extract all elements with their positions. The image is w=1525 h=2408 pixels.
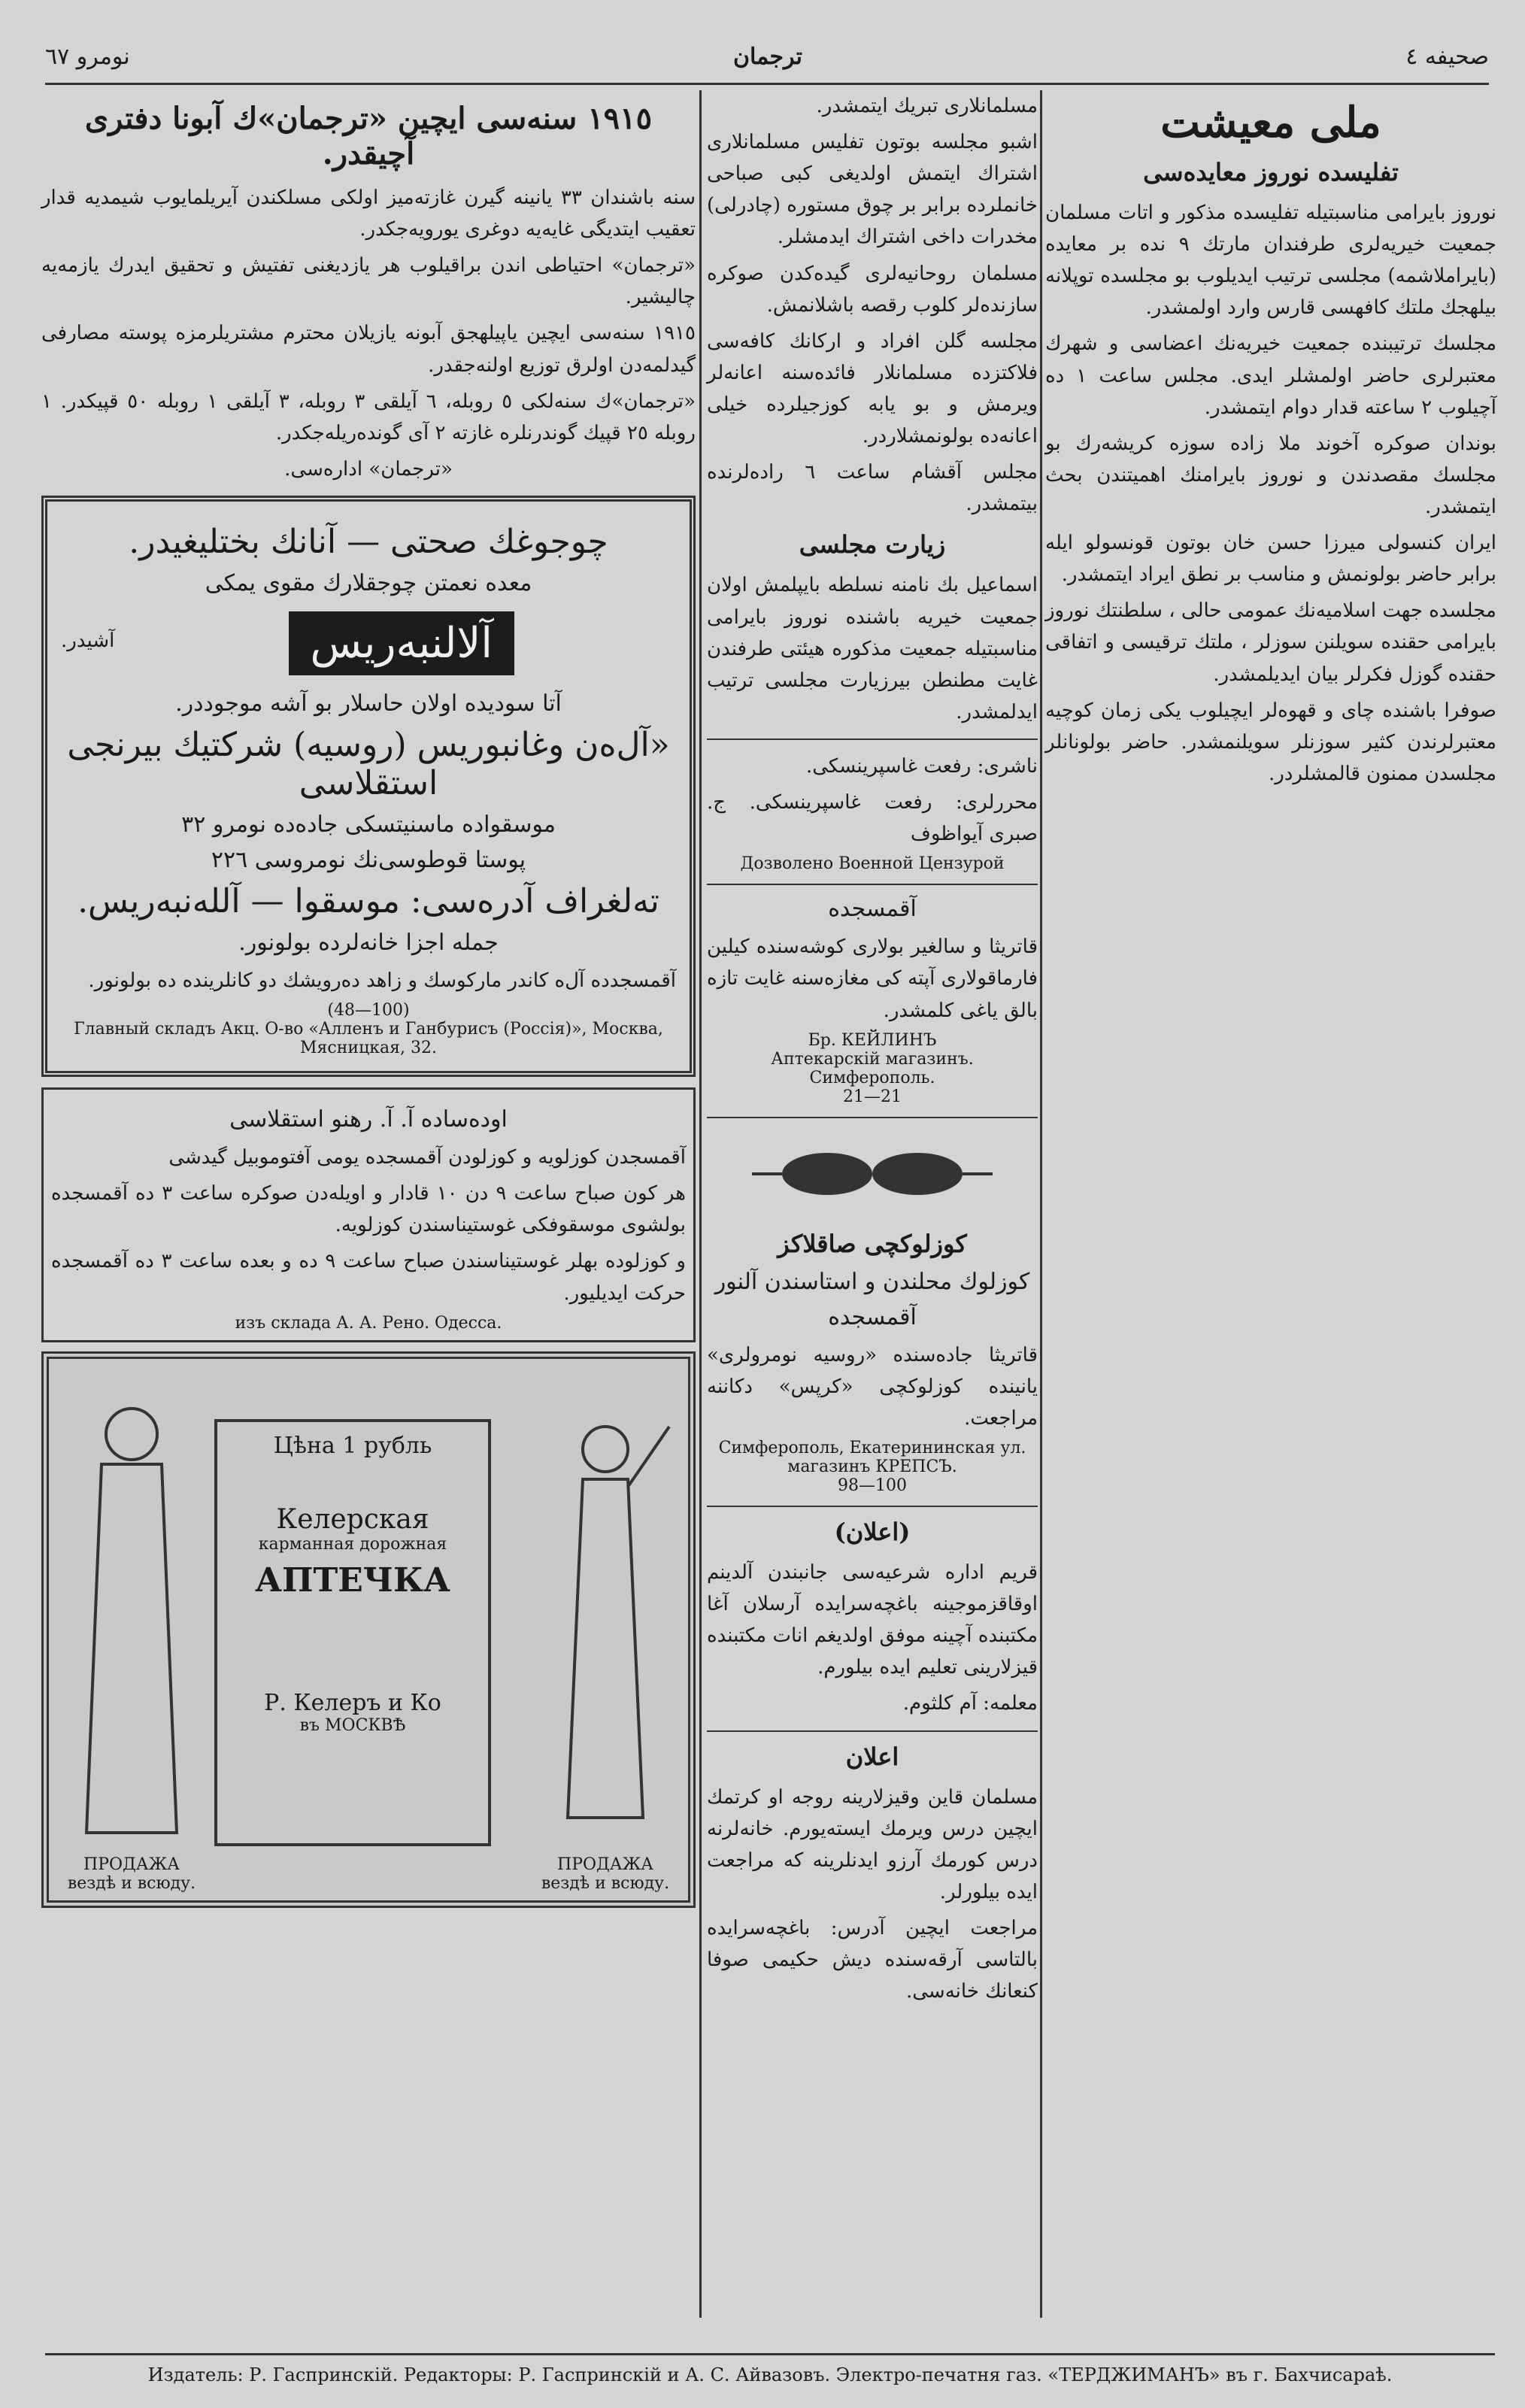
- kit-title: АПТЕЧКА: [255, 1560, 450, 1600]
- publisher-label: ناشری:: [977, 754, 1038, 778]
- sale-label: ПРОДАЖА вездѣ и всюду.: [541, 1855, 670, 1893]
- visit-title: زيارت مجلسی: [799, 530, 946, 560]
- auto-title: اوده‌ساده آ. آ. رهنو استقلاسی: [229, 1106, 508, 1133]
- divider: [707, 1730, 1038, 1732]
- ad-ru-name: Бр. КЕЙЛИНЪ: [808, 1030, 937, 1050]
- divider: [707, 738, 1038, 740]
- firm-name: Р. Келеръ и Ко: [264, 1689, 441, 1716]
- company-address: پوستا قوطوسی‌نك نومروسی ٢٢٦: [211, 846, 526, 873]
- article-paragraph: مجلسه گلن افراد و اركانك كافه‌سی فلاكتزده مسلمانلار فائده‌سنه اعانه‌لر ويرمش و بو يابه كوزجيلرده خيلی اعانه‌ده بولونمشلاردر.: [707, 329, 1038, 448]
- ad-ru-shop: магазинъ КРЕПСЪ.: [787, 1457, 957, 1476]
- notice-title: (اعلان): [834, 1517, 911, 1546]
- section-title: ملی معيشت: [1160, 98, 1381, 147]
- ad-number: 98—100: [838, 1475, 907, 1495]
- ad-headline: چوجوغك صحتی — آنانك بختليغيدر.: [129, 522, 608, 561]
- subscription-paragraph: «ترجمان» احتياطی اندن براقيلوب هر يازديغنی تفتيش و تحقيق ايدرك يازمه‌يه چاليشير.: [41, 254, 696, 309]
- auto-advertisement: [41, 1087, 696, 1342]
- censor-note: Дозволено Военной Цензурой: [740, 854, 1005, 874]
- telegraph-sub: جمله اجزا خانه‌لرده بولونور.: [238, 929, 499, 956]
- brand-suffix: آشيدر.: [61, 629, 115, 653]
- ad-line: معده نعمتن چوجقلارك مقوی يمكی: [205, 569, 532, 596]
- company-name: «آل‌ه‌ن وغانبوريس (روسيه) شركتيك بيرنجی استقلاسی: [67, 725, 670, 802]
- medicine-kit-advertisement: [41, 1351, 696, 1908]
- notice-text: قريم اداره شرعيه‌سی جانبندن آلدينم اوقاقزموجينه باغچه‌سرايده آرسلان آغا مكتبنده آچينه موفق اولديغم انات مكتبنده قيزلارينی تعليم ايده بيلورم.: [707, 1560, 1038, 1679]
- ad-ru-warehouse: Главный складъ Акц. О-во «Алленъ и Ганбурисъ (Россiя)», Москва, Мясницкая, 32.: [74, 1020, 663, 1058]
- medicine-kit-box: [214, 1419, 491, 1846]
- divider: [707, 884, 1038, 885]
- article-paragraph: مجلس آقشام ساعت ٦ راده‌لرنده بيتمشدر.: [707, 461, 1038, 516]
- auto-ru-note: изъ склада А. А. Рено. Одесса.: [235, 1313, 502, 1333]
- telegraph-address: ته‌لغراف آدره‌سی: موسقوا — آلله‌نبه‌ريس.: [77, 881, 659, 920]
- article-paragraph: صوفرا باشنده چای و قهوه‌لر ايچيلوب يكی زمان كوچيه معتبرلرندن كثير سوزنلر سويلنمشدر. حاضر بولونانلر مجلسدن ممنون قالمشلردر.: [1045, 699, 1496, 785]
- paper-title: ترجمان: [732, 43, 802, 70]
- akmesjid-line: آقمسجدده آل‌ه كاندر ماركوسك و زاهد ده‌رويشك دو كانلرينده ده بولونور.: [88, 969, 676, 992]
- article-paragraph: ايران كنسولی ميرزا حسن خان بوتون قونسولو ايله برابر حاضر بولونمش و مناسب بر نطق ايراد ايتمشدر.: [1045, 532, 1496, 587]
- editor-name: رفعت غاسپرينسكی.: [749, 791, 932, 814]
- brand-banner: آلالنبه‌ريس: [289, 611, 514, 675]
- robed-figure-icon: [64, 1381, 199, 1863]
- notice-text: مسلمان قاين وقيزلارينه روجه او كرتمك ايچين درس ويرمك ايسته‌يورم. خانه‌لرنه درس كورمك آرزو ايدنلرينه كه مراجعت ايده بيلورلر.: [707, 1785, 1038, 1903]
- editors-label: محررلری:: [956, 791, 1038, 814]
- auto-paragraph: و كوزلوده بهلر غوستيناسندن صباح ساعت ٩ ده و بعده ساعت ٣ ده آقمسجده حركت ايديليور.: [51, 1250, 686, 1305]
- glasses-icon: [707, 1129, 1038, 1219]
- page-number: صحيفه ٤: [1405, 43, 1489, 70]
- notice-signature: معلمه: آم كلثوم.: [902, 1692, 1038, 1715]
- column-divider: [1040, 90, 1042, 2318]
- right-column: [1045, 90, 1496, 2318]
- ad-number: (48—100): [327, 1001, 410, 1021]
- ad-number: 21—21: [843, 1087, 902, 1106]
- price-label: Цѣна 1 рубль: [273, 1432, 432, 1459]
- food-advertisement: [41, 496, 696, 1077]
- brand-row: [61, 605, 676, 681]
- sale-label: ПРОДАЖА вездѣ и всюду.: [67, 1855, 196, 1893]
- publisher-line: [707, 751, 1038, 782]
- article-paragraph: مجلسده جهت اسلاميه‌نك عمومی حالی ، سلطنتك نوروز بايرامی حقنده سويلنن سوزلر ، ملتك ترقيسی و اتفاقی حقنده گوزل فكرلر بيان ايديلمشدر.: [1045, 599, 1496, 686]
- subscription-title: ١٩١٥ سنه‌سی ايچين «ترجمان»ك آبونا دفتری آچيقدر.: [84, 101, 653, 171]
- ad-city: آقمسجده: [828, 896, 917, 923]
- auto-paragraph: هر كون صباح ساعت ٩ دن ١٠ قادار و اويله‌دن صوكره ساعت ٣ ده آقمسجده بولشوی موسقوفكی غوستيناسندن كوزلويه.: [51, 1182, 686, 1237]
- middle-column: [707, 90, 1038, 2318]
- left-column: [41, 90, 696, 2318]
- article-paragraph: اشبو مجلسه بوتون تفليس مسلمانلاری اشتراك ايتمش اولديغی كبی صباحی خانملرده برابر بر چوق مستوره (چادرلی) مخدرات داخی اشتراك ايدمشلر.: [707, 131, 1038, 249]
- divider: [707, 1506, 1038, 1507]
- subscription-paragraph: «ترجمان»ك سنه‌لكی ٥ روبله، ٦ آيلقی ٣ روبله، ٣ آيلقی ١ روبله ٥٠ قپيكدر. ١ روبله ٢٥ قپيك گوندرنلره غازته ٢ آی گونده‌ريله‌جكدر.: [41, 390, 696, 444]
- subscription-signature: «ترجمان» اداره‌سی.: [284, 457, 453, 481]
- subscription-paragraph: ١٩١٥ سنه‌سی ايچين ياپيلهجق آبونه يازيلان محترم مشتريلرمزه پوسته مصارفی گيدلمه‌دن اولرق توزيع اولنه‌جقدر.: [41, 322, 696, 377]
- column-divider: [699, 90, 702, 2318]
- ad-title: كوزلوكچی صاقلاكز: [778, 1229, 967, 1258]
- ad-city: آقمسجده: [828, 1303, 917, 1330]
- divider: [707, 1117, 1038, 1118]
- ad-ru-address: Аптекарскiй магазинъ. Симферополь.: [771, 1049, 974, 1087]
- article-paragraph: نوروز بايرامی مناسبتيله تفليسده مذكور و اتات مسلمان جمعيت خيريه‌لری طرفندان مارتك ٩ نده بر معايده (بايراملاشمه) مجلسی ترتيب ايديلوب بو مجلسده توپلانه بيلهجك ملتك كافهسی قارس وارد اولمشدر.: [1045, 202, 1496, 320]
- notice-title: اعلان: [845, 1742, 899, 1771]
- auto-paragraph: آقمسجدن كوزلويه و كوزلودن آقمسجده يومی آفتوموبيل گيدشی: [168, 1146, 686, 1169]
- ad-subtitle: كوزلوك محلندن و استاسندن آلنور: [714, 1268, 1030, 1295]
- imprint-footer: Издатель: Р. Гаспринскiй. Редакторы: Р. Гаспринскiй и А. С. Айвазовъ. Электро-печатня газ. «ТЕРДЖИМАНЪ» въ г. Бахчисараѣ.: [45, 2353, 1495, 2385]
- article-paragraph: مسلمانلاری تبريك ايتمشدر.: [816, 95, 1038, 117]
- issue-number: نومرو ٦٧: [45, 43, 130, 70]
- visit-text: اسماعيل بك نامنه نسلطه بايپلمش اولان جمعيت خيريه باشنده نوروز بايرامی مناسبتيله جمعيت مذكوره هيئتی طرفندن غايت مطنطن بيرزيارت مجلسی ترتيب ايدلمشدر.: [707, 574, 1038, 723]
- kit-subtitle: карманная дорожная: [258, 1534, 447, 1554]
- firm-city: въ МОСКВѢ: [299, 1715, 406, 1735]
- article-paragraph: مسلمان روحانيه‌لری گيده‌كدن صوكره سازنده‌لر كلوب رقصه باشلانمش.: [707, 262, 1038, 317]
- maker-name: Келерская: [276, 1503, 429, 1535]
- ad-text: قاتريثا و سالغير بولاری كوشه‌سنده كيلين فارماقولاری آپته كی مغازه‌سنه غايت تازه بالق ياغی كلمشدر.: [707, 936, 1038, 1022]
- editors-line: [707, 787, 1038, 850]
- ad-availability: آتا سوديده اولان حاسلار بو آشه موجوددر.: [175, 690, 562, 717]
- editor-name: ج. صبری آيواظوف: [707, 791, 1038, 846]
- company-address: موسقواده ماسنيتسكی جاده‌ده نومرو ٣٢: [181, 811, 556, 838]
- article-paragraph: مجلسك ترتيبنده جمعيت خيريه‌نك اعضاسی و شهرك معتبرلری حاضر اولمشلر ايدی. مجلس ساعت ١ ده آچيلوب ٢ ساعته قدار دوام ايتمشدر.: [1045, 332, 1497, 419]
- ad-text: قاتريثا جاده‌سنده «روسيه نومرولری» يانينده كوزلوكچی «كرپس» دكاننه مراجعت.: [707, 1343, 1038, 1430]
- publisher-name: رفعت غاسپرينسكی.: [805, 754, 972, 778]
- article-subtitle: تفليسده نوروز معايده‌سی: [1143, 158, 1399, 187]
- notice-address: مراجعت ايچين آدرس: باغچه‌سرايده بالتاسی آرقه‌سنده ديش حكيمی صوفا كنعانك خانه‌سی.: [707, 1916, 1038, 2003]
- winged-figure-icon: [538, 1381, 673, 1863]
- subscription-paragraph: سنه باشندان ٣٣ يانينه گيرن غازته‌ميز اولكی مسلكندن آيريلمايوب شيمديه قدار تعقيب ايتديگی غايه‌يه دوغری يورويه‌جكدر.: [41, 187, 696, 241]
- article-paragraph: بوندان صوكره آخوند ملا زاده سوزه كريشه‌رك بو مجلسك مقصدندن و نوروز بايرامنك اهميتندن بحث ايتمشدر.: [1045, 432, 1496, 518]
- page-header: [45, 30, 1489, 85]
- ad-ru-address: Симферополь, Екатерининская ул.: [718, 1438, 1026, 1457]
